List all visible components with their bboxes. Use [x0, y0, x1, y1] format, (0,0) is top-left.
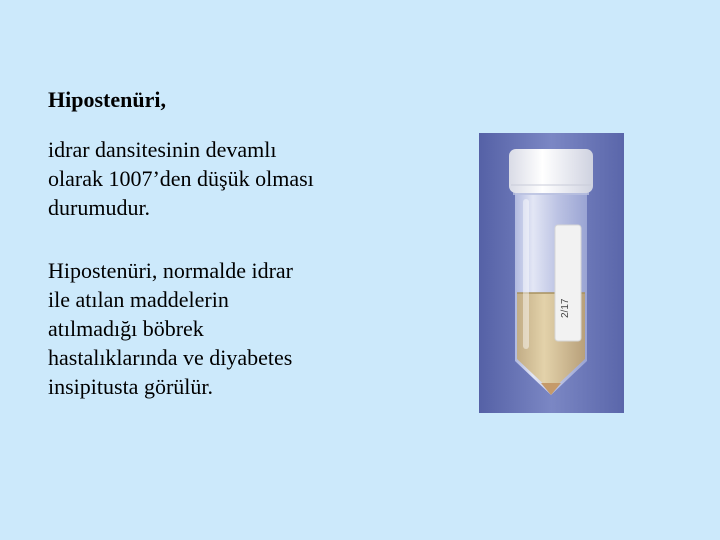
slide-title: Hipostenüri,: [48, 87, 166, 112]
tube-label-text: 2/17: [560, 298, 571, 318]
tube-cap: [509, 149, 593, 193]
tube-label: [555, 225, 581, 341]
definition-paragraph: idrar dansitesinin devamlı olarak 1007’den düşük olması durumudur.: [48, 137, 314, 220]
urine-sample-tube-photo: [479, 133, 624, 413]
explanation-paragraph: Hipostenüri, normalde idrar ile atılan maddelerin atılmadığı böbrek hastalıklarında ve diyabetes insipitusta görülür.: [48, 258, 293, 399]
